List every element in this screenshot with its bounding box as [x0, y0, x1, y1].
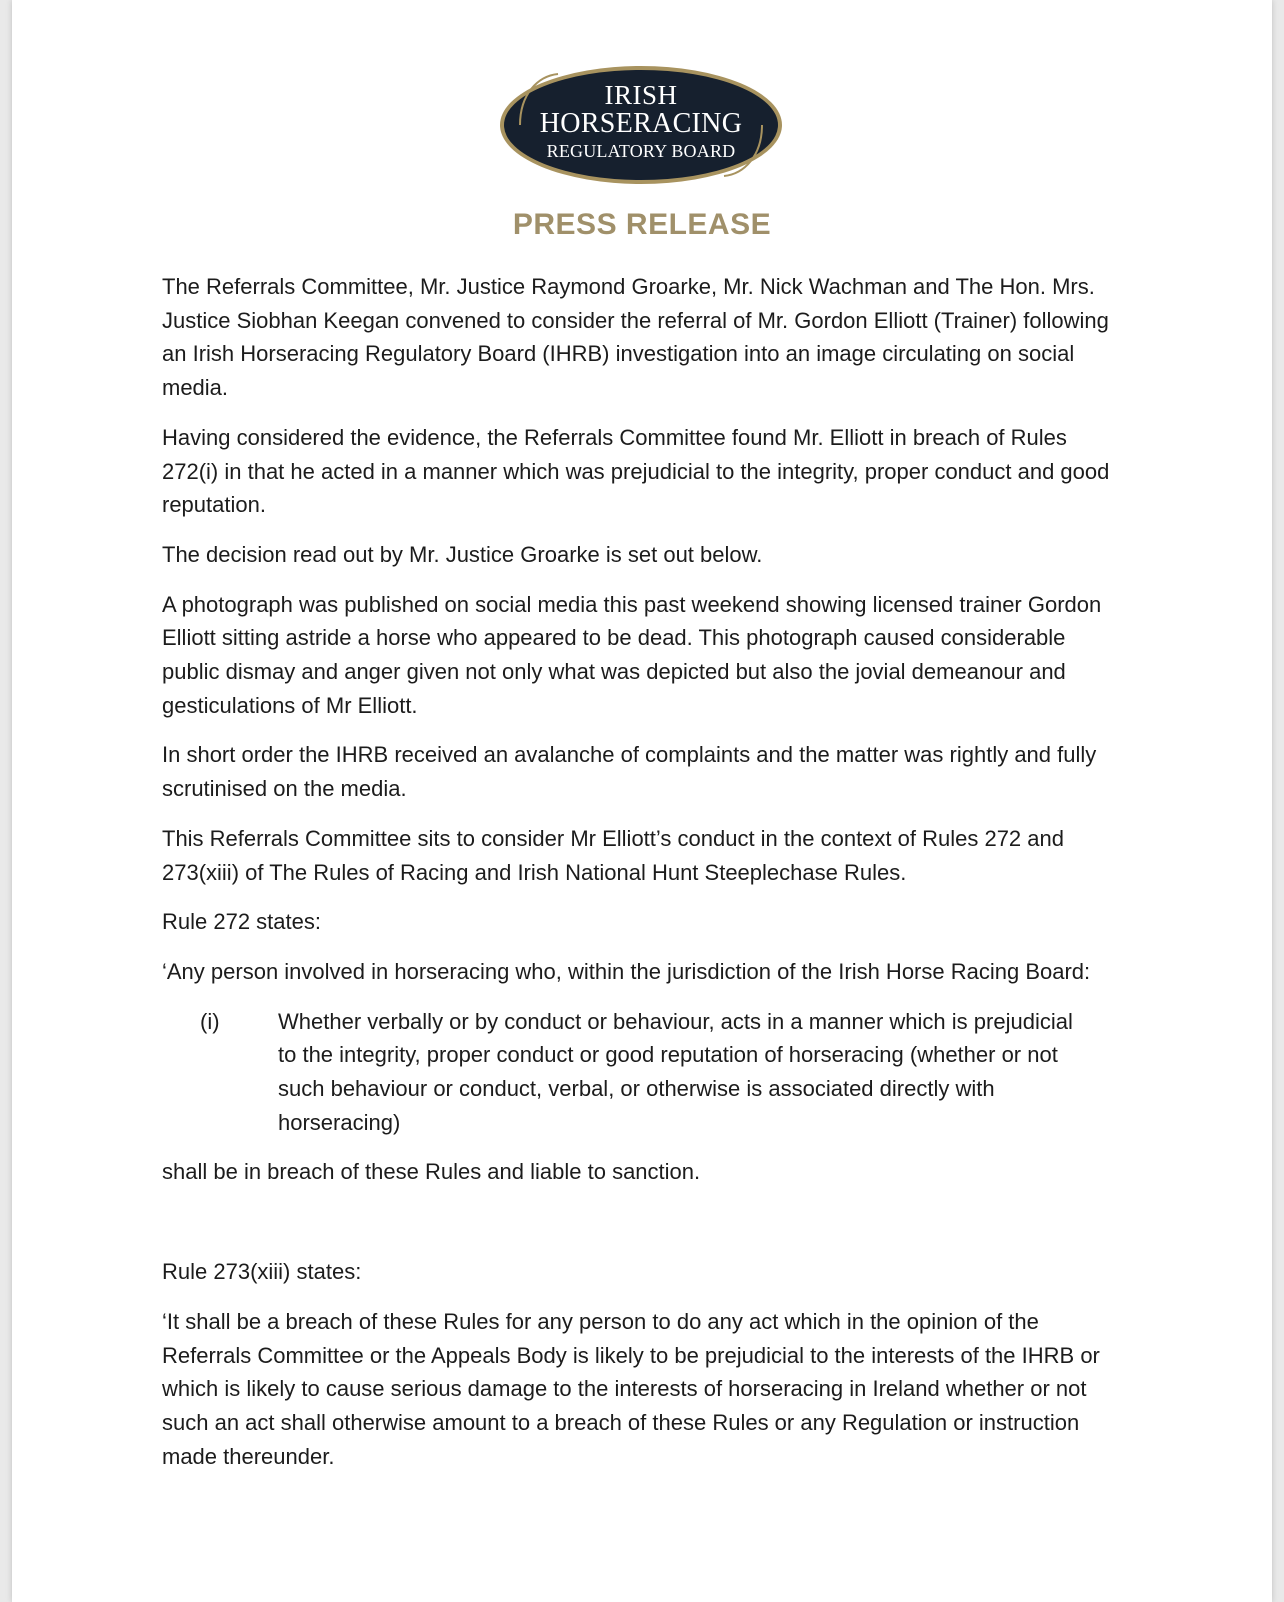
paragraph-decision-intro: The decision read out by Mr. Justice Groarke is set out below. [162, 541, 763, 567]
press-release-body [162, 270, 1122, 1489]
logo-line-irish: IRISH [604, 80, 678, 110]
paragraph-finding: Having considered the evidence, the Referrals Committee found Mr. Elliott in breach of Rules 272(i) in that he acted in a manner which was prejudicial to the integrity, proper conduct and good reputation. [162, 424, 1110, 518]
press-release-title: PRESS RELEASE [512, 208, 772, 241]
paragraph-sanction: shall be in breach of these Rules and liable to sanction. [162, 1159, 701, 1185]
paragraph-complaints: In short order the IHRB received an avalanche of complaints and the matter was rightly and fully scrutinised on the media. [162, 742, 1097, 802]
paragraph-rule-272-heading: Rule 272 states: [162, 909, 321, 935]
paragraph-photograph: A photograph was published on social media this past weekend showing licensed trainer Gordon Elliott sitting astride a horse who appeared to be dead. This photograph caused considerable public dismay and anger given not only what was depicted but also the jovial demeanour and gesticulations of Mr Elliott. [162, 591, 1102, 718]
logo-line-regulatory-board: REGULATORY BOARD [546, 141, 736, 161]
rule-item-number: (i) [200, 1008, 220, 1034]
ihrb-logo [498, 64, 784, 186]
paragraph-rule-273-quote: ‘It shall be a breach of these Rules for any person to do any act which in the opinion of the Referrals Committee or the Appeals Body is likely to be prejudicial to the interests of the IHRB or which is likely to cause serious damage to the interests of horseracing in Ireland whether or not such an act shall otherwise amount to a breach of these Rules or any Regulation or instruction made thereunder. [162, 1308, 1100, 1469]
rule-272-item-i [162, 1005, 1122, 1140]
paragraph-rule-273-heading: Rule 273(xiii) states: [162, 1259, 362, 1285]
paragraph-rule-272-quote: ‘Any person involved in horseracing who, within the jurisdiction of the Irish Horse Racing Board: [162, 958, 1091, 984]
paragraph-referral: The Referrals Committee, Mr. Justice Raymond Groarke, Mr. Nick Wachman and The Hon. Mrs. Justice Siobhan Keegan convened to consider the referral of Mr. Gordon Elliott (Trainer) following an Irish Horseracing Regulatory Board (IHRB) investigation into an image circulating on social media. [162, 274, 1109, 401]
paragraph-committee-context: This Referrals Committee sits to consider Mr Elliott’s conduct in the context of Rules 272 and 273(xiii) of The Rules of Racing and Irish National Hunt Steeplechase Rules. [162, 825, 1064, 885]
logo-line-horseracing: HORSERACING [539, 108, 743, 139]
rule-item-text: Whether verbally or by conduct or behaviour, acts in a manner which is prejudicial to the integrity, proper conduct or good reputation of horseracing (whether or not such behaviour or conduct, verbal, or otherwise is associated directly with horseracing) [278, 1008, 1073, 1135]
